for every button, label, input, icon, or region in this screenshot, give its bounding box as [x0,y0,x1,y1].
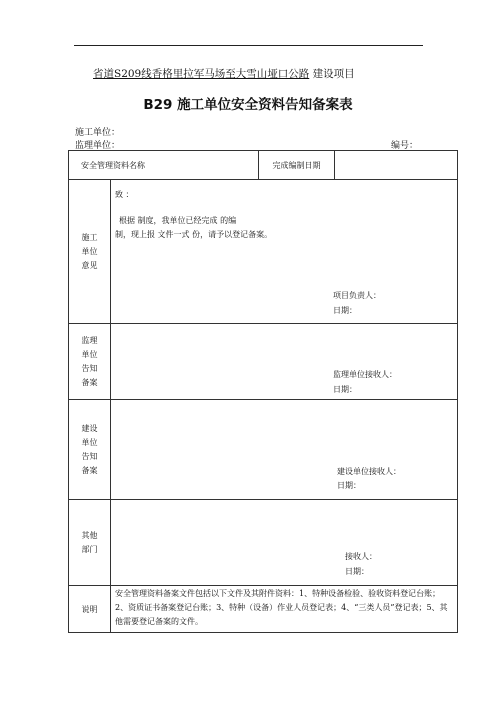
note-label-cell [69,586,111,633]
supervision-date-label: 日期： [333,385,357,394]
owner-label-cell [69,400,111,500]
project-suffix: 建设项目 [312,68,355,80]
supervision-row [69,324,458,400]
note-label: 说明 [81,604,98,614]
owner-receiver-label: 建设单位接收人： [337,467,401,476]
note-row [69,586,458,633]
construction-opinion-content[interactable] [111,180,458,324]
other-dept-row [69,500,458,586]
note-text: 安全管理资料备案文件包括以下文件及其附件资料：1、特种设备检验、验收资料登记台账；2、资质证书备案登记台账；3、特种（设备）作业人员登记表；4、“三类人员”登记表；5、其他需要登记备案的文件。 [115,589,448,626]
header-rule [74,45,423,46]
project-leader-label: 项目负责人： [333,291,381,300]
construction-to-line: 致 ： [115,190,134,199]
construction-date-label: 日期： [333,306,357,315]
owner-content[interactable] [111,400,458,500]
table-header-row [69,151,458,180]
supervision-receiver-label: 监理单位接收人： [333,370,397,379]
page-title: B29 施工单位安全资料告知备案表 [143,97,353,113]
construction-opinion-label: 施工单位意见 [81,232,98,270]
filing-form-table [68,150,458,633]
completion-date-header: 完成编制日期 [259,151,335,180]
completion-date-value[interactable] [335,151,458,180]
construction-opinion-row [69,180,458,324]
project-name: 省道S209线香格里拉军马场至大雪山垭口公路 [93,68,310,80]
construction-body-line1: 根据 制度，我单位已经完成 的编 [119,216,237,225]
number-label: 编号： [391,141,419,151]
owner-date-label: 日期： [337,481,361,490]
owner-row [69,400,458,500]
other-dept-label-cell [69,500,111,586]
supervision-label: 监理单位告知备案 [81,335,98,387]
other-date-label: 日期： [345,567,369,576]
note-content [111,586,458,633]
project-line [93,66,355,81]
other-receiver-label: 接收人： [345,552,377,561]
supervision-content[interactable] [111,324,458,400]
owner-label: 建设单位告知备案 [81,423,98,475]
other-dept-content[interactable] [111,500,458,586]
construction-unit-label: 施工单位： [75,128,121,138]
construction-opinion-label-cell [69,180,111,324]
supervision-label-cell [69,324,111,400]
other-dept-label: 其他部门 [81,530,98,554]
construction-body-line2: 制，现上报 文件一式 份，请予以登记备案。 [115,230,273,239]
supervision-unit-label: 监理单位： [75,141,121,151]
material-name-header: 安全管理资料名称 [69,151,259,180]
